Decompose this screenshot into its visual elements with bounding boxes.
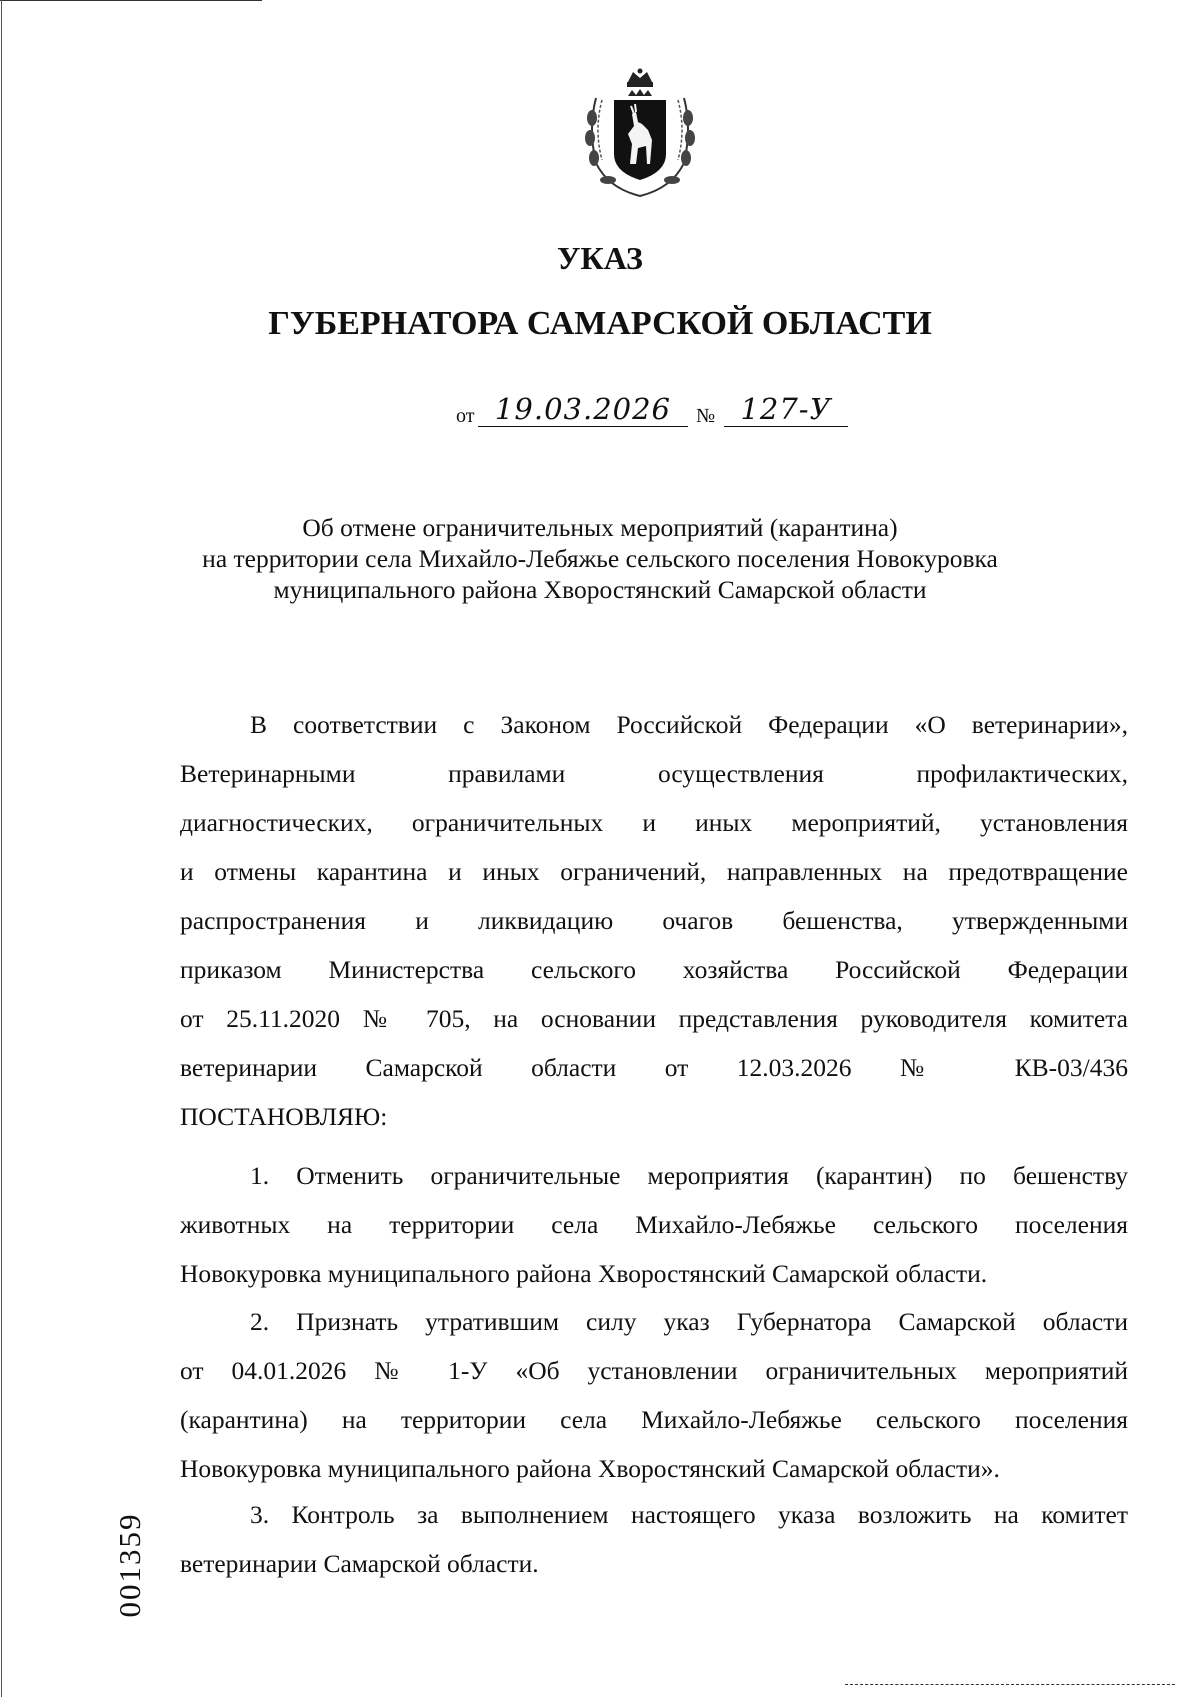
- text-line: 1. Отменить ограничительные мероприятия (карантин) по бешенству: [250, 1161, 1128, 1190]
- item-2: [180, 1297, 1128, 1493]
- document-subtitle: ГУБЕРНАТОРА САМАРСКОЙ ОБЛАСТИ: [268, 305, 932, 342]
- form-serial-number: 001359: [112, 1512, 147, 1618]
- resolution-keyword: ПОСТАНОВЛЯЮ:: [180, 1102, 388, 1131]
- number-prefix: №: [696, 405, 716, 427]
- page-edge-top: [0, 0, 262, 1]
- text-line: от 04.01.2026 № 1-У «Об установлении ограничительных мероприятий: [180, 1356, 1128, 1385]
- document-title: УКАЗ: [557, 240, 643, 276]
- text-line: Новокуровка муниципального района Хворостянский Самарской области».: [180, 1454, 1000, 1483]
- date-number-line: [456, 393, 846, 433]
- date-prefix: от: [456, 405, 475, 427]
- text-line: распространения и ликвидацию очагов бешенства, утвержденными: [180, 906, 1128, 935]
- text-line: Новокуровка муниципального района Хворостянский Самарской области.: [180, 1259, 988, 1288]
- item-1: [180, 1151, 1128, 1298]
- text-line: ветеринарии Самарской области от 12.03.2026 № КВ-03/436: [180, 1053, 1128, 1082]
- text-line: от 25.11.2020 № 705, на основании представления руководителя комитета: [180, 1004, 1128, 1033]
- text-line: диагностических, ограничительных и иных мероприятий, установления: [180, 808, 1128, 837]
- text-line: (карантина) на территории села Михайло-Лебяжье сельского поселения: [180, 1405, 1128, 1434]
- subject-line: муниципального района Хворостянский Самарской области: [273, 575, 927, 604]
- text-line: приказом Министерства сельского хозяйства Российской Федерации: [180, 955, 1128, 984]
- decree-subject: [150, 512, 1050, 605]
- handwritten-number: 127-У: [724, 392, 848, 427]
- text-line: и отмены карантина и иных ограничений, направленных на предотвращение: [180, 857, 1128, 886]
- text-line: животных на территории села Михайло-Лебяжье сельского поселения: [180, 1210, 1128, 1239]
- preamble-paragraph: [180, 700, 1128, 1141]
- item-3: [180, 1490, 1128, 1588]
- handwritten-date: 19.03.2026: [478, 392, 688, 427]
- page-edge-bottom: [845, 1684, 1175, 1686]
- coat-of-arms-emblem: [578, 68, 702, 200]
- subject-line: на территории села Михайло-Лебяжье сельского поселения Новокуровка: [202, 544, 998, 573]
- text-line: ветеринарии Самарской области.: [180, 1549, 539, 1578]
- text-line: Ветеринарными правилами осуществления профилактических,: [180, 759, 1128, 788]
- text-line: 2. Признать утратившим силу указ Губернатора Самарской области: [250, 1307, 1128, 1336]
- text-line: В соответствии с Законом Российской Федерации «О ветеринарии»,: [250, 710, 1128, 739]
- text-line: 3. Контроль за выполнением настоящего указа возложить на комитет: [250, 1500, 1128, 1529]
- subject-line: Об отмене ограничительных мероприятий (карантина): [302, 513, 898, 542]
